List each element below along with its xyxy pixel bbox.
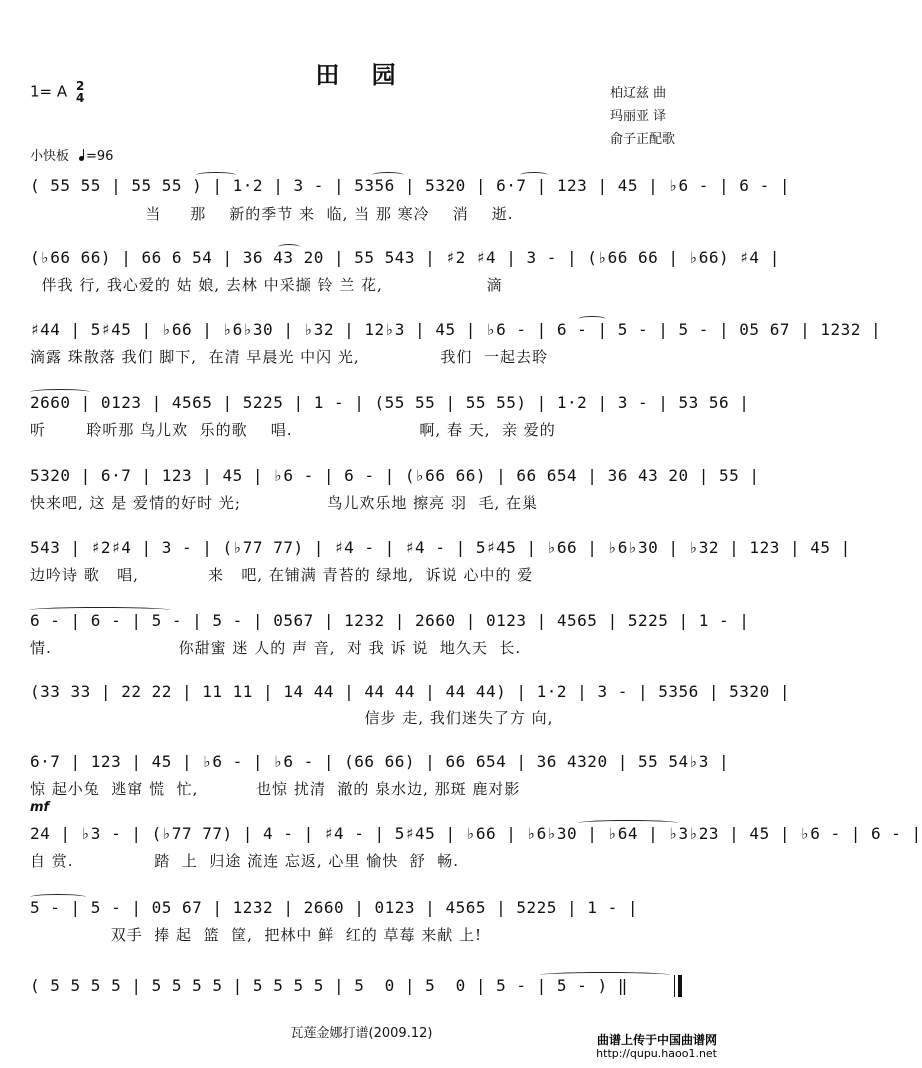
time-bottom: 4	[75, 91, 85, 105]
slur-mark	[196, 172, 236, 178]
score-line-5: 5320 | 6·7 | 123 | 45 | ♭6 - | 6 - | (♭66 66) | 66 654 | 36 43 20 | 55 |	[30, 466, 760, 485]
score-line-1: ( 55 55 | 55 55 ) | 1·2 | 3 - | 5356 | 5320 | 6·7 | 123 | 45 | ♭6 - | 6 - |	[30, 176, 790, 195]
slur-mark	[30, 607, 170, 613]
translator-credit: 玛丽亚 译	[609, 109, 667, 124]
final-barline-thin	[674, 975, 675, 997]
lyric-line-3: 滴露 珠散落 我们 脚下, 在清 早晨光 中闪 光, 我们 一起去聆	[30, 348, 548, 366]
transcriber-footer: 瓦莲金娜打谱(2009.12)	[290, 1026, 433, 1041]
lyric-line-4: 听 聆听那 鸟儿欢 乐的歌 唱. 啊, 春 天, 亲 爱的	[30, 421, 556, 439]
lyric-line-11: 双手 捧 起 篮 筐, 把林中 鲜 红的 草莓 来献 上!	[30, 926, 483, 944]
tempo-bpm: =96	[86, 149, 114, 164]
time-signature	[76, 80, 84, 104]
lyric-line-6: 边吟诗 歌 唱, 来 吧, 在铺满 青苔的 绿地, 诉说 心中的 爱	[30, 566, 534, 584]
slur-mark	[30, 389, 90, 395]
score-line-9: 6·7 | 123 | 45 | ♭6 - | ♭6 - | (66 66) | 66 654 | 36 4320 | 55 54♭3 |	[30, 752, 730, 771]
slur-mark	[540, 972, 670, 978]
slur-mark	[30, 894, 86, 900]
lyric-line-5: 快来吧, 这 是 爱情的好时 光; 鸟儿欢乐地 擦亮 羽 毛, 在巢	[30, 494, 539, 512]
slur-mark	[578, 820, 678, 826]
lyricist-credit: 俞子正配歌	[609, 132, 675, 147]
lyric-line-9: 惊 起小兔 逃窜 慌 忙, 也惊 扰清 澈的 泉水边, 那斑 鹿对影	[30, 780, 521, 798]
lyric-line-1: 当 那 新的季节 来 临, 当 那 寒冷 消 逝.	[30, 205, 514, 223]
slur-mark	[520, 172, 548, 178]
watermark-line-2: http://qupu.haoo1.net	[596, 1047, 717, 1060]
slur-mark	[578, 316, 606, 322]
tempo-label: 小快板	[30, 149, 70, 164]
site-watermark	[596, 1034, 717, 1060]
page-title: 田 园	[315, 61, 408, 89]
score-line-2: (♭66 66) | 66 6 54 | 36 43 20 | 55 543 | ♯2 ♯4 | 3 - | (♭66 66 | ♭66) ♯4 |	[30, 248, 780, 267]
score-line-7: 6 - | 6 - | 5 - | 5 - | 0567 | 1232 | 2660 | 0123 | 4565 | 5225 | 1 - |	[30, 611, 750, 630]
lyric-line-7: 情. 你甜蜜 迷 人的 声 音, 对 我 诉 说 地久天 长.	[30, 639, 522, 657]
score-line-6: 543 | ♯2♯4 | 3 - | (♭77 77) | ♯4 - | ♯4 - | 5♯45 | ♭66 | ♭6♭30 | ♭32 | 123 | 45 |	[30, 538, 851, 557]
key-label: 1= A	[30, 82, 68, 101]
tempo-marking	[30, 145, 113, 164]
score-line-10: 24 | ♭3 - | (♭77 77) | 4 - | ♯4 - | 5♯45 | ♭66 | ♭6♭30 | ♭64 | ♭3♭23 | 45 | ♭6 - | 6 - |	[30, 824, 922, 843]
key-signature	[30, 80, 84, 104]
score-line-4: 2660 | 0123 | 4565 | 5225 | 1 - | (55 55 | 55 55) | 1·2 | 3 - | 53 56 |	[30, 393, 750, 412]
final-barline-thick	[678, 975, 682, 997]
score-line-11: 5 - | 5 - | 05 67 | 1232 | 2660 | 0123 | 4565 | 5225 | 1 - |	[30, 898, 638, 917]
slur-mark	[278, 244, 300, 250]
watermark-line-1: 曲谱上传于中国曲谱网	[596, 1033, 717, 1047]
score-line-12: ( 5 5 5 5 | 5 5 5 5 | 5 5 5 5 | 5 0 | 5 0 | 5 - | 5 - ) ‖	[30, 976, 628, 995]
lyric-line-10: 自 赏. 踏 上 归途 流连 忘返, 心里 愉快 舒 畅.	[30, 852, 460, 870]
composer-credit: 柏辽兹 曲	[609, 86, 667, 101]
credits	[610, 82, 675, 151]
slur-mark	[372, 172, 404, 178]
quarter-note-icon	[79, 156, 84, 161]
lyric-line-8: 信步 走, 我们迷失了方 向,	[30, 709, 554, 727]
score-line-8: (33 33 | 22 22 | 11 11 | 14 44 | 44 44 | 44 44) | 1·2 | 3 - | 5356 | 5320 |	[30, 682, 790, 701]
dynamic-marking: mf	[30, 800, 50, 815]
time-top: 2	[75, 79, 85, 93]
lyric-line-2: 伴我 行, 我心爱的 姑 娘, 去林 中采撷 铃 兰 花, 滴	[30, 276, 503, 294]
score-line-3: ♯44 | 5♯45 | ♭66 | ♭6♭30 | ♭32 | 12♭3 | 45 | ♭6 - | 6 - | 5 - | 5 - | 05 67 | 1232 |	[30, 320, 882, 339]
